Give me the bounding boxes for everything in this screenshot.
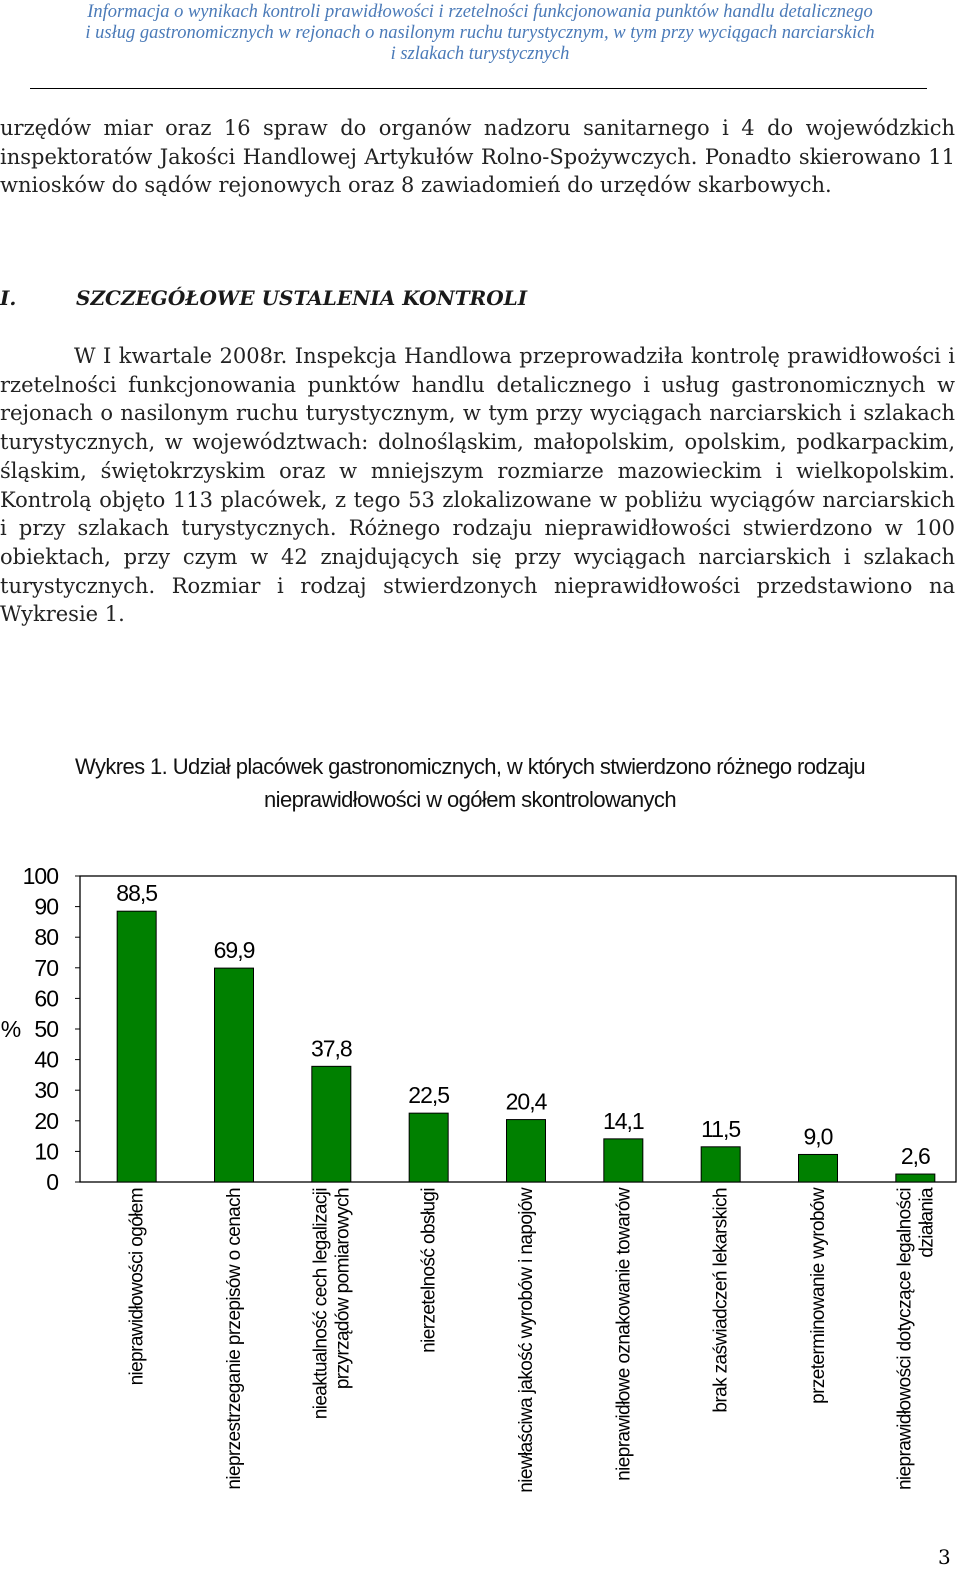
header-divider xyxy=(30,88,927,89)
chart-caption-line-2: nieprawidłowości w ogółem skontrolowanych xyxy=(264,787,676,812)
x-category-label-line: nieprawidłowości dotyczące legalności xyxy=(894,1188,916,1491)
x-category-label-line: przyrządów pomiarowych xyxy=(332,1188,354,1390)
bar xyxy=(312,1066,351,1182)
y-tick-label: 60 xyxy=(34,985,58,1012)
bar xyxy=(117,911,156,1182)
bar xyxy=(215,968,254,1182)
y-tick-label: 80 xyxy=(34,924,58,951)
bar-chart xyxy=(0,850,960,1510)
section-title: SZCZEGÓŁOWE USTALENIA KONTROLI xyxy=(76,286,528,310)
x-category-label xyxy=(127,1188,148,1385)
data-label: 14,1 xyxy=(602,1107,644,1134)
x-category-label xyxy=(419,1188,440,1353)
x-category-label xyxy=(894,1187,937,1490)
x-category-label-line: niewłaściwa jakość wyrobów i napojów xyxy=(516,1188,537,1493)
x-category-label-line: nieprzestrzeganie przepisów o cenach xyxy=(224,1188,245,1490)
y-tick-label: 0 xyxy=(46,1169,58,1195)
x-category-label xyxy=(808,1187,829,1404)
running-header-line-2: i usług gastronomicznych w rejonach o nasilonym ruchu turystycznym, w tym przy wyciągach narciarskich xyxy=(85,23,875,43)
y-tick-label: 50 xyxy=(34,1016,58,1042)
intro-paragraph: urzędów miar oraz 16 spraw do organów nadzoru sanitarnego i 4 do wojewódzkich inspektoratów Jakości Handlowej Artykułów Rolno-Spożywczych. Ponadto skierowano 11 wniosków do sądów rejonowych oraz 8 zawiadomień do urzędów skarbowych. xyxy=(0,116,955,198)
data-label: 2,6 xyxy=(900,1143,930,1170)
y-tick-label: 90 xyxy=(34,893,58,920)
data-label: 9,0 xyxy=(803,1123,833,1150)
x-category-label-line: nieprawidłowe oznakowanie towarów xyxy=(613,1188,635,1481)
bar xyxy=(604,1139,643,1182)
page-number: 3 xyxy=(938,1545,951,1569)
x-category-label xyxy=(711,1188,732,1413)
y-tick-label: 30 xyxy=(34,1077,58,1104)
x-category-label xyxy=(224,1188,245,1490)
x-category-label-line: przeterminowanie wyrobów xyxy=(808,1188,829,1404)
data-label: 20,4 xyxy=(505,1088,547,1115)
data-label: 37,8 xyxy=(310,1035,352,1062)
y-tick-label: 40 xyxy=(34,1046,58,1073)
y-axis-label: % xyxy=(0,1016,22,1042)
x-category-label xyxy=(310,1188,353,1419)
section-number: I. xyxy=(0,286,17,310)
running-header-line-1: Informacja o wynikach kontroli prawidłowości i rzetelności funkcjonowania punktów handlu detalicznego xyxy=(87,2,873,22)
data-label: 69,9 xyxy=(213,937,255,964)
bar xyxy=(799,1154,838,1182)
x-category-label-line: nieprawidłowości ogółem xyxy=(126,1188,148,1386)
bar xyxy=(896,1174,935,1182)
running-header xyxy=(0,2,960,65)
x-category-label-line: nierzetelność obsługi xyxy=(418,1188,440,1353)
y-tick-label: 100 xyxy=(22,863,58,889)
y-tick-label: 10 xyxy=(34,1138,58,1165)
section-heading xyxy=(0,286,527,310)
bar xyxy=(701,1147,740,1182)
x-category-label-line: nieaktualność cech legalizacji xyxy=(310,1188,332,1420)
chart-caption-line-1: Wykres 1. Udział placówek gastronomicznych, w których stwierdzono różnego rodzaju xyxy=(74,754,865,779)
x-category-label xyxy=(516,1187,537,1493)
running-header-line-3: i szlakach turystycznych xyxy=(390,44,570,64)
data-label: 22,5 xyxy=(408,1082,450,1109)
data-label: 11,5 xyxy=(701,1115,741,1142)
y-tick-label: 70 xyxy=(34,954,58,981)
data-label: 88,5 xyxy=(116,880,158,907)
x-category-label xyxy=(613,1187,634,1481)
x-category-label-line: brak zaświadczeń lekarskich xyxy=(710,1188,732,1413)
bar xyxy=(409,1113,448,1182)
chart-caption xyxy=(0,750,940,816)
x-category-label-line: działania xyxy=(916,1188,938,1258)
y-tick-label: 20 xyxy=(34,1107,58,1134)
bar xyxy=(507,1120,546,1182)
main-paragraph: W I kwartale 2008r. Inspekcja Handlowa przeprowadziła kontrolę prawidłowości i rzetelności funkcjonowania punktów handlu detalicznego i usług gastronomicznych w rejonach o nasilonym ruchu turystycznym, w tym przy wyciągach narciarskich i szlakach turystycznych, w województwach: dolnośląskim, małopolskim, opolskim, podkarpackim, śląskim, świętokrzyskim oraz w mniejszym rozmiarze mazowieckim i wielkopolskim. Kontrolą objęto 113 placówek, z tego 53 zlokalizowane w pobliżu wyciągów narciarskich i przy szlakach turystycznych. Różnego rodzaju nieprawidłowości stwierdzono w 100 obiektach, przy czym w 42 znajdujących się przy wyciągach narciarskich i szlakach turystycznych. Rozmiar i rodzaj stwierdzonych nieprawidłowości przedstawiono na Wykresie 1. xyxy=(0,344,955,627)
